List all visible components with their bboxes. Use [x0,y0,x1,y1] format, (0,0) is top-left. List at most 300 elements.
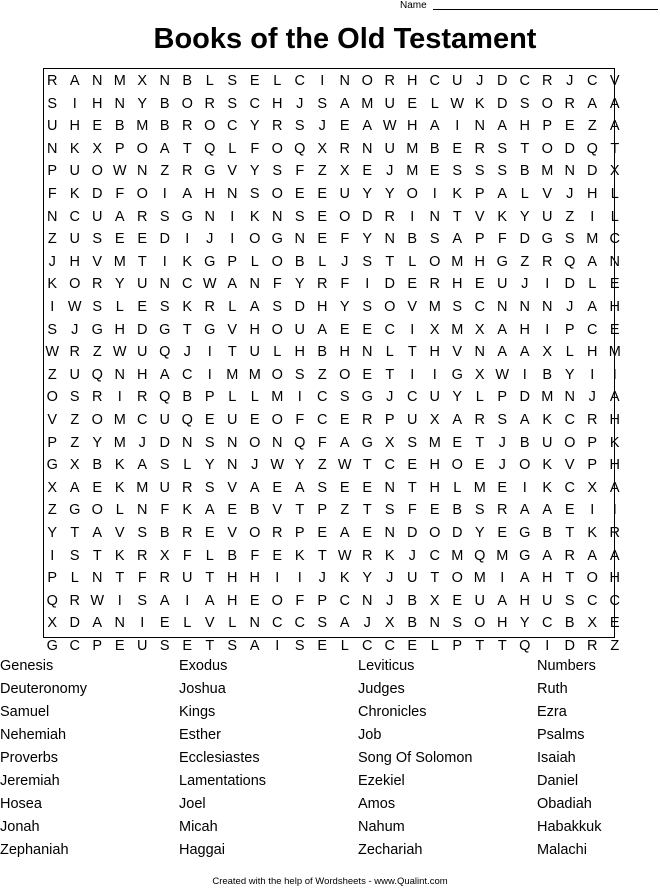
grid-letter[interactable]: K [339,570,350,587]
grid-letter[interactable]: I [365,276,370,293]
grid-letter[interactable]: P [542,118,553,135]
grid-letter[interactable]: I [612,366,617,383]
grid-letter[interactable]: L [228,389,237,406]
grid-letter[interactable]: O [564,434,576,451]
grid-letter[interactable]: I [410,208,415,225]
grid-letter[interactable]: D [407,525,418,541]
grid-letter[interactable]: G [159,321,171,338]
grid-letter[interactable]: R [474,412,485,428]
grid-letter[interactable]: E [249,73,260,89]
grid-letter[interactable]: O [271,366,283,383]
grid-letter[interactable]: H [249,321,260,338]
grid-letter[interactable]: P [204,389,215,406]
grid-letter[interactable]: O [271,186,283,202]
grid-letter[interactable]: X [339,163,350,180]
grid-letter[interactable]: M [113,73,126,89]
grid-letter[interactable]: R [497,502,508,519]
grid-letter[interactable]: L [610,208,619,225]
grid-letter[interactable]: O [451,457,463,474]
grid-letter[interactable]: X [609,163,620,180]
grid-letter[interactable]: A [339,95,350,112]
grid-letter[interactable]: R [564,95,575,112]
grid-letter[interactable]: M [113,412,126,428]
grid-letter[interactable]: A [497,118,508,135]
grid-letter[interactable]: X [47,479,58,496]
grid-letter[interactable]: E [452,434,463,451]
grid-letter[interactable]: A [609,118,620,135]
grid-letter[interactable]: F [250,140,260,157]
grid-letter[interactable]: H [69,118,80,135]
grid-letter[interactable]: L [385,344,394,361]
grid-letter[interactable]: P [227,253,238,270]
grid-letter[interactable]: I [522,366,527,383]
grid-letter[interactable]: G [519,547,531,564]
grid-letter[interactable]: Z [340,502,350,519]
grid-letter[interactable]: H [92,95,103,112]
grid-letter[interactable]: C [407,389,418,406]
grid-letter[interactable]: T [182,140,192,157]
grid-letter[interactable]: S [159,299,170,315]
grid-letter[interactable]: L [430,638,439,654]
grid-letter[interactable]: E [137,299,148,315]
grid-letter[interactable]: H [272,95,283,112]
grid-letter[interactable]: S [69,389,80,406]
grid-letter[interactable]: W [112,163,127,180]
grid-letter[interactable]: B [317,344,328,361]
grid-letter[interactable]: K [609,434,620,451]
grid-letter[interactable]: N [429,615,440,632]
grid-letter[interactable]: F [182,547,192,564]
grid-letter[interactable]: E [317,638,328,654]
grid-letter[interactable]: D [519,231,530,248]
grid-letter[interactable]: C [317,412,328,428]
grid-letter[interactable]: T [475,434,485,451]
grid-letter[interactable]: E [339,118,350,135]
grid-letter[interactable]: P [564,321,575,338]
grid-letter[interactable]: C [587,321,598,338]
grid-letter[interactable]: H [609,412,620,428]
grid-letter[interactable]: P [452,638,463,654]
grid-letter[interactable]: L [115,299,124,315]
grid-letter[interactable]: E [92,118,103,135]
grid-letter[interactable]: O [406,186,418,202]
grid-letter[interactable]: C [429,547,440,564]
grid-letter[interactable]: A [609,389,620,406]
grid-letter[interactable]: L [115,502,124,519]
grid-letter[interactable]: N [384,479,395,496]
grid-letter[interactable]: X [159,547,170,564]
grid-letter[interactable]: R [182,525,193,541]
grid-letter[interactable]: H [497,615,508,632]
grid-letter[interactable]: J [566,73,574,89]
grid-letter[interactable]: N [362,344,373,361]
grid-letter[interactable]: Q [586,140,598,157]
grid-letter[interactable]: L [318,253,327,270]
grid-letter[interactable]: S [317,479,328,496]
grid-letter[interactable]: A [182,186,193,202]
grid-letter[interactable]: B [159,95,170,112]
grid-letter[interactable]: A [249,299,260,315]
grid-letter[interactable]: M [226,366,239,383]
grid-letter[interactable]: F [160,502,170,519]
grid-letter[interactable]: G [46,457,58,474]
grid-letter[interactable]: D [384,276,395,293]
grid-letter[interactable]: I [297,389,302,406]
grid-letter[interactable]: R [384,208,395,225]
grid-letter[interactable]: N [227,186,238,202]
grid-letter[interactable]: U [407,570,418,587]
grid-letter[interactable]: O [541,95,553,112]
grid-letter[interactable]: F [295,592,305,609]
grid-letter[interactable]: B [159,118,170,135]
grid-letter[interactable]: K [47,276,58,293]
grid-letter[interactable]: F [407,502,417,519]
grid-letter[interactable]: T [205,570,215,587]
grid-letter[interactable]: G [181,208,193,225]
grid-letter[interactable]: A [159,140,170,157]
grid-letter[interactable]: U [542,208,553,225]
grid-letter[interactable]: I [612,502,617,519]
grid-letter[interactable]: E [609,321,620,338]
grid-letter[interactable]: W [495,366,510,383]
grid-letter[interactable]: R [474,140,485,157]
grid-letter[interactable]: H [609,457,620,474]
grid-letter[interactable]: E [114,231,125,248]
grid-letter[interactable]: T [520,140,530,157]
grid-letter[interactable]: L [475,389,484,406]
grid-letter[interactable]: H [204,186,215,202]
grid-letter[interactable]: E [362,366,373,383]
grid-letter[interactable]: S [497,412,508,428]
grid-letter[interactable]: T [295,502,305,519]
grid-letter[interactable]: I [140,615,145,632]
grid-letter[interactable]: D [519,389,530,406]
grid-letter[interactable]: B [452,502,463,519]
grid-letter[interactable]: B [407,615,418,632]
grid-letter[interactable]: E [249,592,260,609]
grid-letter[interactable]: V [272,502,283,519]
grid-letter[interactable]: I [275,570,280,587]
grid-letter[interactable]: S [204,479,215,496]
grid-letter[interactable]: E [272,547,283,564]
grid-letter[interactable]: U [137,276,148,293]
grid-letter[interactable]: I [432,366,437,383]
grid-letter[interactable]: E [249,412,260,428]
grid-letter[interactable]: J [318,118,326,135]
grid-letter[interactable]: I [50,547,55,564]
grid-letter[interactable]: O [519,457,531,474]
grid-letter[interactable]: D [497,73,508,89]
grid-letter[interactable]: Y [114,276,125,293]
grid-letter[interactable]: J [566,299,574,315]
grid-letter[interactable]: O [384,299,396,315]
grid-letter[interactable]: H [474,253,485,270]
grid-letter[interactable]: P [474,231,485,248]
grid-letter[interactable]: X [317,140,328,157]
grid-letter[interactable]: N [227,434,238,451]
grid-letter[interactable]: X [384,434,395,451]
grid-letter[interactable]: E [474,276,485,293]
grid-letter[interactable]: H [227,592,238,609]
grid-letter[interactable]: A [497,186,508,202]
grid-letter[interactable]: R [317,276,328,293]
grid-letter[interactable]: Y [204,457,215,474]
grid-letter[interactable]: R [587,638,598,654]
grid-letter[interactable]: X [137,73,148,89]
grid-letter[interactable]: F [295,412,305,428]
grid-letter[interactable]: Y [249,163,260,180]
grid-letter[interactable]: E [362,525,373,541]
grid-letter[interactable]: J [296,95,304,112]
grid-letter[interactable]: N [159,73,170,89]
grid-letter[interactable]: Y [452,389,463,406]
grid-letter[interactable]: A [159,366,170,383]
grid-letter[interactable]: P [114,140,125,157]
grid-letter[interactable]: F [272,276,282,293]
grid-letter[interactable]: M [136,118,149,135]
grid-letter[interactable]: N [249,615,260,632]
grid-letter[interactable]: B [92,457,103,474]
grid-letter[interactable]: O [429,525,441,541]
grid-letter[interactable]: S [452,299,463,315]
grid-letter[interactable]: R [362,547,373,564]
grid-letter[interactable]: C [542,615,553,632]
grid-letter[interactable]: N [182,434,193,451]
grid-letter[interactable]: Z [317,457,327,474]
grid-letter[interactable]: O [451,570,463,587]
grid-letter[interactable]: X [429,412,440,428]
name-line[interactable] [433,9,658,10]
grid-letter[interactable]: O [181,95,193,112]
grid-letter[interactable]: Z [47,366,57,383]
grid-letter[interactable]: G [204,321,216,338]
grid-letter[interactable]: A [137,457,148,474]
grid-letter[interactable]: R [92,389,103,406]
grid-letter[interactable]: L [250,389,259,406]
grid-letter[interactable]: E [474,457,485,474]
grid-letter[interactable]: E [564,502,575,519]
grid-letter[interactable]: X [429,321,440,338]
grid-letter[interactable]: U [92,208,103,225]
grid-letter[interactable]: N [564,389,575,406]
grid-letter[interactable]: X [429,592,440,609]
grid-letter[interactable]: T [475,638,485,654]
grid-letter[interactable]: D [362,208,373,225]
grid-letter[interactable]: R [92,276,103,293]
grid-letter[interactable]: A [497,592,508,609]
grid-letter[interactable]: I [230,231,235,248]
grid-letter[interactable]: N [474,118,485,135]
grid-letter[interactable]: G [204,163,216,180]
grid-letter[interactable]: G [451,366,463,383]
grid-letter[interactable]: I [410,366,415,383]
grid-letter[interactable]: L [340,638,349,654]
grid-letter[interactable]: N [137,163,148,180]
grid-letter[interactable]: S [474,163,485,180]
grid-letter[interactable]: R [542,253,553,270]
grid-letter[interactable]: A [587,95,598,112]
grid-letter[interactable]: U [47,118,58,135]
grid-letter[interactable]: S [452,163,463,180]
grid-letter[interactable]: T [137,253,147,270]
grid-letter[interactable]: G [46,638,58,654]
grid-letter[interactable]: X [587,615,598,632]
grid-letter[interactable]: U [407,412,418,428]
grid-letter[interactable]: N [294,231,305,248]
grid-letter[interactable]: K [452,186,463,202]
grid-letter[interactable]: A [69,479,80,496]
grid-letter[interactable]: O [586,570,598,587]
grid-letter[interactable]: U [339,186,350,202]
grid-letter[interactable]: P [587,434,598,451]
grid-letter[interactable]: L [205,73,214,89]
grid-letter[interactable]: N [137,502,148,519]
grid-letter[interactable]: K [249,208,260,225]
grid-letter[interactable]: H [249,570,260,587]
grid-letter[interactable]: I [185,231,190,248]
grid-letter[interactable]: N [114,366,125,383]
grid-letter[interactable]: J [206,231,214,248]
grid-letter[interactable]: G [361,389,373,406]
grid-letter[interactable]: T [362,457,372,474]
grid-letter[interactable]: M [136,479,149,496]
grid-letter[interactable]: E [317,525,328,541]
grid-letter[interactable]: E [182,638,193,654]
grid-letter[interactable]: O [474,615,486,632]
grid-letter[interactable]: O [249,231,261,248]
grid-letter[interactable]: T [565,570,575,587]
grid-letter[interactable]: Z [160,163,170,180]
grid-letter[interactable]: E [452,592,463,609]
grid-letter[interactable]: E [609,276,620,293]
grid-letter[interactable]: T [565,525,575,541]
grid-letter[interactable]: E [362,321,373,338]
grid-letter[interactable]: E [452,140,463,157]
grid-letter[interactable]: I [410,321,415,338]
grid-letter[interactable]: E [407,638,418,654]
grid-letter[interactable]: E [609,615,620,632]
grid-letter[interactable]: V [564,457,575,474]
grid-letter[interactable]: M [541,163,554,180]
grid-letter[interactable]: U [294,321,305,338]
grid-letter[interactable]: E [204,412,215,428]
grid-letter[interactable]: K [114,479,125,496]
grid-letter[interactable]: R [182,118,193,135]
grid-letter[interactable]: W [112,344,127,361]
grid-letter[interactable]: S [272,163,283,180]
grid-letter[interactable]: A [249,479,260,496]
name-field[interactable] [400,0,658,12]
grid-letter[interactable]: S [227,95,238,112]
grid-letter[interactable]: T [115,570,125,587]
grid-letter[interactable]: E [137,231,148,248]
grid-letter[interactable]: S [362,299,373,315]
grid-letter[interactable]: Q [91,366,103,383]
grid-letter[interactable]: C [587,73,598,89]
grid-letter[interactable]: K [542,479,553,496]
grid-letter[interactable]: D [497,95,508,112]
grid-letter[interactable]: Y [519,208,530,225]
grid-letter[interactable]: P [47,434,58,451]
grid-letter[interactable]: S [227,73,238,89]
grid-letter[interactable]: S [564,231,575,248]
grid-letter[interactable]: D [92,186,103,202]
grid-letter[interactable]: N [429,208,440,225]
grid-letter[interactable]: O [361,73,373,89]
grid-letter[interactable]: L [565,344,574,361]
grid-letter[interactable]: E [159,615,170,632]
grid-letter[interactable]: N [47,140,58,157]
grid-letter[interactable]: E [362,479,373,496]
grid-letter[interactable]: A [92,615,103,632]
grid-letter[interactable]: E [429,163,440,180]
grid-letter[interactable]: U [384,140,395,157]
grid-letter[interactable]: S [429,231,440,248]
grid-letter[interactable]: N [114,95,125,112]
grid-letter[interactable]: L [273,73,282,89]
grid-letter[interactable]: H [609,299,620,315]
grid-letter[interactable]: C [362,638,373,654]
grid-letter[interactable]: U [249,344,260,361]
grid-letter[interactable]: B [249,502,260,519]
grid-letter[interactable]: E [497,525,508,541]
grid-letter[interactable]: L [610,186,619,202]
grid-letter[interactable]: W [337,457,352,474]
grid-letter[interactable]: N [159,276,170,293]
grid-letter[interactable]: M [451,321,464,338]
grid-letter[interactable]: H [407,73,418,89]
grid-letter[interactable]: A [519,412,530,428]
grid-letter[interactable]: K [384,547,395,564]
grid-letter[interactable]: I [230,208,235,225]
grid-letter[interactable]: L [228,615,237,632]
grid-letter[interactable]: G [361,434,373,451]
grid-letter[interactable]: S [159,638,170,654]
grid-letter[interactable]: U [159,479,170,496]
grid-letter[interactable]: T [452,208,462,225]
grid-letter[interactable]: N [362,140,373,157]
grid-letter[interactable]: S [294,366,305,383]
grid-letter[interactable]: H [609,570,620,587]
grid-letter[interactable]: A [519,344,530,361]
grid-letter[interactable]: T [362,502,372,519]
grid-letter[interactable]: E [497,479,508,496]
grid-letter[interactable]: I [275,638,280,654]
grid-letter[interactable]: B [182,73,193,89]
grid-letter[interactable]: S [69,547,80,564]
grid-letter[interactable]: I [185,592,190,609]
grid-letter[interactable]: U [182,570,193,587]
grid-letter[interactable]: E [429,502,440,519]
grid-letter[interactable]: P [317,592,328,609]
grid-letter[interactable]: H [519,118,530,135]
grid-letter[interactable]: F [317,434,327,451]
grid-letter[interactable]: W [337,547,352,564]
grid-letter[interactable]: R [47,73,58,89]
grid-letter[interactable]: Z [70,412,80,428]
grid-letter[interactable]: E [339,479,350,496]
grid-letter[interactable]: R [429,276,440,293]
grid-letter[interactable]: U [137,638,148,654]
grid-letter[interactable]: Y [294,457,305,474]
grid-letter[interactable]: T [227,344,237,361]
grid-letter[interactable]: S [204,434,215,451]
grid-letter[interactable]: R [137,389,148,406]
grid-letter[interactable]: Y [249,118,260,135]
grid-letter[interactable]: A [542,547,553,564]
grid-letter[interactable]: Q [159,344,171,361]
grid-letter[interactable]: Z [610,638,620,654]
